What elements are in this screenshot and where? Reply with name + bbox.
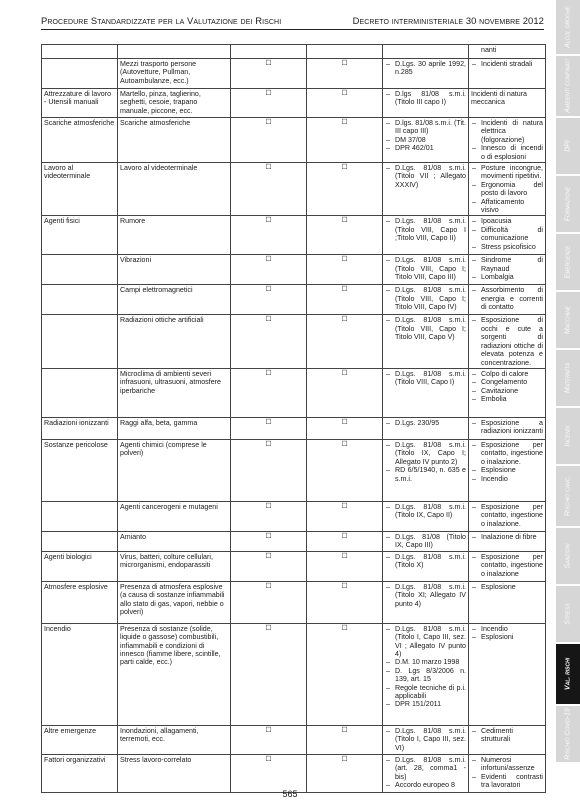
legal-reference-item: – Accordo europeo 8 bbox=[385, 781, 466, 789]
possible-effects-cell bbox=[469, 118, 546, 163]
side-tab[interactable] bbox=[556, 176, 580, 234]
legal-reference-list bbox=[385, 553, 466, 570]
possible-effects-list bbox=[471, 553, 543, 578]
risk-source-cell: Agenti chimici (comprese le polveri) bbox=[118, 439, 231, 501]
risk-source-cell: Stress lavoro-correlato bbox=[118, 754, 231, 792]
possible-effects-cell bbox=[469, 531, 546, 551]
possible-effect-item: – Posture incongrue, movimenti ripetitivi. bbox=[471, 164, 543, 181]
risk-table-body bbox=[42, 45, 546, 793]
legal-reference-list bbox=[385, 533, 466, 550]
legal-reference-item: – D. Lgs 8/3/2006 n. 139, art. 15 bbox=[385, 667, 466, 684]
side-tab-label: Formazione bbox=[564, 186, 572, 222]
legal-reference-cell bbox=[383, 623, 469, 725]
legal-reference-item: – D.Lgs. 81/08 s.m.i. (Titolo XI; Allegato IV punto 4) bbox=[385, 583, 466, 608]
table-row bbox=[42, 285, 546, 315]
risk-category-cell: Radiazioni ionizzanti bbox=[42, 417, 118, 439]
present-checkbox[interactable]: ☐ bbox=[231, 216, 307, 255]
legal-reference-item: – D.Lgs. 81/08 s.m.i. (Titolo IX, Capo II) bbox=[385, 503, 466, 520]
possible-effects-list bbox=[471, 533, 543, 541]
table-row bbox=[42, 118, 546, 163]
risk-source-cell: Inondazioni, allagamenti, terremoti, ecc. bbox=[118, 725, 231, 754]
absent-checkbox[interactable]: ☐ bbox=[307, 417, 383, 439]
legal-reference-item: – D.Lgs. 81/08 s.m.i. (art. 28, comma1 - bis) bbox=[385, 756, 466, 781]
possible-effect-item: – Esposizione di occhi e cute a sorgenti di radiazioni ottiche di elevata potenza e concentrazione. bbox=[471, 316, 543, 366]
legal-reference-item: – D.Lgs. 81/08 s.m.i. (Titolo VIII, Capo I; Titolo VIII, Capo III) bbox=[385, 256, 466, 281]
possible-effect-item: – Congelamento bbox=[471, 378, 543, 386]
possible-effects-cell bbox=[469, 59, 546, 89]
possible-effect-item: – Affaticamento visivo bbox=[471, 198, 543, 215]
possible-effect-item: – Numerosi infortuni/assenze bbox=[471, 756, 543, 773]
possible-effects-list bbox=[471, 625, 543, 642]
table-row bbox=[42, 551, 546, 581]
present-checkbox[interactable]: ☐ bbox=[231, 725, 307, 754]
possible-effects-list bbox=[471, 217, 543, 251]
legal-reference-list bbox=[385, 370, 466, 387]
possible-effect-item: – Assorbimento di energia e correnti di contatto bbox=[471, 286, 543, 311]
legal-reference-item: – D.Lgs. 81/08 s.m.i. (Titolo IX, Capo I; Allegato IV punto 2) bbox=[385, 441, 466, 466]
risk-category-cell: Incendio bbox=[42, 623, 118, 725]
legal-reference-cell bbox=[383, 315, 469, 368]
legal-reference-list bbox=[385, 727, 466, 752]
legal-reference-item: – D.Lgs. 81/08 s.m.i. (Titolo VIII, Capo I; Titolo VIII, Capo IV) bbox=[385, 286, 466, 311]
possible-effects-cell bbox=[469, 754, 546, 792]
possible-effect-item: – Embolia bbox=[471, 395, 543, 403]
risk-source-cell: Radiazioni ottiche artificiali bbox=[118, 315, 231, 368]
legal-reference-item: – RD 6/5/1940, n. 635 e s.m.i. bbox=[385, 466, 466, 483]
legal-reference-cell bbox=[383, 531, 469, 551]
risk-category-cell: Fattori organizzativi bbox=[42, 754, 118, 792]
absent-checkbox[interactable]: ☐ bbox=[307, 368, 383, 417]
present-checkbox[interactable]: ☐ bbox=[231, 315, 307, 368]
possible-effect-item: – Incendio bbox=[471, 625, 543, 633]
possible-effects-cell bbox=[469, 163, 546, 216]
possible-effects-cell bbox=[469, 89, 546, 118]
absent-checkbox[interactable]: ☐ bbox=[307, 315, 383, 368]
legal-reference-cell bbox=[383, 501, 469, 531]
risk-category-cell bbox=[42, 368, 118, 417]
possible-effects-list bbox=[471, 503, 543, 528]
table-row bbox=[42, 754, 546, 792]
absent-checkbox[interactable]: ☐ bbox=[307, 59, 383, 89]
legal-reference-cell bbox=[383, 285, 469, 315]
possible-effects-cell bbox=[469, 368, 546, 417]
side-tab-label: Emergenze bbox=[564, 245, 572, 279]
absent-checkbox[interactable] bbox=[307, 45, 383, 59]
risk-category-cell bbox=[42, 59, 118, 89]
table-row bbox=[42, 315, 546, 368]
possible-effect-item: – Ergonomia del posto di lavoro bbox=[471, 181, 543, 198]
side-tab[interactable] bbox=[556, 528, 580, 586]
possible-effects-list bbox=[471, 164, 543, 214]
possible-effect-item: – Cedimenti strutturali bbox=[471, 727, 543, 744]
legal-reference-cell bbox=[383, 754, 469, 792]
present-checkbox[interactable]: ☐ bbox=[231, 439, 307, 501]
possible-effects-cell bbox=[469, 255, 546, 285]
possible-effects-list bbox=[471, 256, 543, 281]
present-checkbox[interactable]: ☐ bbox=[231, 501, 307, 531]
legal-reference-list bbox=[385, 217, 466, 242]
present-checkbox[interactable]: ☐ bbox=[231, 417, 307, 439]
side-tab-label: Rischio canc. bbox=[564, 475, 572, 517]
risk-source-cell: Agenti cancerogeni e mutageni bbox=[118, 501, 231, 531]
legal-reference-cell bbox=[383, 581, 469, 623]
possible-effect-item: – Difficoltà di comunicazione bbox=[471, 226, 543, 243]
table-row bbox=[42, 216, 546, 255]
absent-checkbox[interactable]: ☐ bbox=[307, 531, 383, 551]
absent-checkbox[interactable]: ☐ bbox=[307, 89, 383, 118]
side-tab-label: DPI bbox=[564, 140, 572, 152]
absent-checkbox[interactable]: ☐ bbox=[307, 285, 383, 315]
legal-reference-item: – D.Lgs. 81/08 s.m.i. (Titolo I, Capo III, sez. VI ; Allegato IV punto 4) bbox=[385, 625, 466, 659]
risk-category-cell bbox=[42, 501, 118, 531]
possible-effect-item: – Cavitazione bbox=[471, 387, 543, 395]
possible-effects-cell bbox=[469, 725, 546, 754]
possible-effect-item: – Incidenti stradali bbox=[471, 60, 543, 68]
legal-reference-item: – D.M. 10 marzo 1998 bbox=[385, 658, 466, 666]
present-checkbox[interactable]: ☐ bbox=[231, 754, 307, 792]
side-tab-label: Maternità bbox=[564, 362, 572, 394]
legal-reference-cell bbox=[383, 255, 469, 285]
table-row bbox=[42, 439, 546, 501]
possible-effect-item: – Ipoacusia bbox=[471, 217, 543, 225]
legal-reference-cell bbox=[383, 417, 469, 439]
legal-reference-cell bbox=[383, 439, 469, 501]
possible-effects-list bbox=[471, 370, 543, 404]
risk-source-cell: Amianto bbox=[118, 531, 231, 551]
risk-category-cell: Attrezzature di lavoro - Utensili manuali bbox=[42, 89, 118, 118]
present-checkbox[interactable]: ☐ bbox=[231, 255, 307, 285]
possible-effects-list bbox=[471, 756, 543, 790]
risk-source-cell: Vibrazioni bbox=[118, 255, 231, 285]
legal-reference-list bbox=[385, 164, 466, 189]
legal-reference-list bbox=[385, 583, 466, 608]
legal-reference-list bbox=[385, 625, 466, 709]
risk-source-cell: Raggi alfa, beta, gamma bbox=[118, 417, 231, 439]
table-row bbox=[42, 255, 546, 285]
legal-reference-item: – D.Lgs. 30 aprile 1992, n.285 bbox=[385, 60, 466, 77]
risk-category-cell: Scariche atmosferiche bbox=[42, 118, 118, 163]
risk-source-cell bbox=[118, 45, 231, 59]
legal-reference-item: – D.Lgs. 81/08 s.m.i. (Titolo I, Capo III, sez. VI) bbox=[385, 727, 466, 752]
present-checkbox[interactable]: ☐ bbox=[231, 531, 307, 551]
possible-effects-text: nanti bbox=[481, 46, 497, 54]
table-row bbox=[42, 417, 546, 439]
absent-checkbox[interactable]: ☐ bbox=[307, 439, 383, 501]
possible-effects-list bbox=[471, 441, 543, 483]
legal-reference-cell bbox=[383, 216, 469, 255]
legal-reference-list bbox=[385, 256, 466, 281]
possible-effects-cell bbox=[469, 216, 546, 255]
absent-checkbox[interactable]: ☐ bbox=[307, 118, 383, 163]
risk-category-cell: Lavoro al videoterminale bbox=[42, 163, 118, 216]
possible-effects-list bbox=[471, 60, 543, 68]
possible-effects-cell bbox=[469, 417, 546, 439]
legal-reference-item: – D.Lgs. 81/08 s.m.i. (Titolo VII ; Allegato XXXIV) bbox=[385, 164, 466, 189]
legal-reference-item: – D.Lgs. 81/08 s.m.i. (Titolo VIII, Capo I ;Titolo VIII, Capo II) bbox=[385, 217, 466, 242]
legal-reference-list bbox=[385, 119, 466, 153]
possible-effects-cell bbox=[469, 45, 546, 59]
absent-checkbox[interactable]: ☐ bbox=[307, 216, 383, 255]
absent-checkbox[interactable]: ☐ bbox=[307, 551, 383, 581]
legal-reference-cell bbox=[383, 45, 469, 59]
possible-effect-item: – Esplosioni bbox=[471, 633, 543, 641]
possible-effect-item: – Lombalgia bbox=[471, 273, 543, 281]
legal-reference-cell bbox=[383, 551, 469, 581]
possible-effect-item: – Colpo di calore bbox=[471, 370, 543, 378]
possible-effect-item: – Innesco di incendi o di esplosioni bbox=[471, 144, 543, 161]
header-title-right: Decreto interministeriale 30 novembre 2012 bbox=[352, 15, 544, 26]
side-tab[interactable] bbox=[556, 644, 580, 706]
side-tab-label: Val. rischi bbox=[564, 657, 572, 691]
side-tab-label: Alcol droghe bbox=[564, 6, 572, 48]
legal-reference-list bbox=[385, 441, 466, 483]
legal-reference-item: – DM 37/08 bbox=[385, 136, 466, 144]
legal-reference-list bbox=[385, 90, 466, 107]
legal-reference-list bbox=[385, 419, 466, 427]
legal-reference-cell bbox=[383, 163, 469, 216]
risk-source-cell: Martello, pinza, taglierino, seghetti, cesoie, trapano manuale, piccone, ecc. bbox=[118, 89, 231, 118]
side-tab[interactable] bbox=[556, 586, 580, 644]
risk-category-cell bbox=[42, 315, 118, 368]
legal-reference-item: – D.Lgs. 81/08 s.m.i. (Titolo X) bbox=[385, 553, 466, 570]
legal-reference-item: – D.Lgs. 230/95 bbox=[385, 419, 466, 427]
possible-effects-cell bbox=[469, 285, 546, 315]
table-row bbox=[42, 59, 546, 89]
possible-effect-item: – Esposizione per contatto, ingestione o inalazione bbox=[471, 553, 543, 578]
present-checkbox[interactable]: ☐ bbox=[231, 285, 307, 315]
table-row bbox=[42, 501, 546, 531]
risk-source-cell: Virus, batteri, colture cellulari, microrganismi, endoparassiti bbox=[118, 551, 231, 581]
legal-reference-item: – D.lgs 81/08 s.m.i. (Titolo III capo I) bbox=[385, 90, 466, 107]
side-tab-label: Rischio Covid-19 bbox=[564, 708, 572, 760]
legal-reference-item: – D.Lgs. 81/08 (Titolo IX, Capo III) bbox=[385, 533, 466, 550]
table-row bbox=[42, 163, 546, 216]
possible-effects-text: Incidenti di natura meccanica bbox=[471, 90, 527, 107]
table-row bbox=[42, 368, 546, 417]
absent-checkbox[interactable]: ☐ bbox=[307, 255, 383, 285]
legal-reference-list bbox=[385, 286, 466, 311]
risk-category-cell: Sostanze pericolose bbox=[42, 439, 118, 501]
side-tab-label: Ambienti confinati bbox=[564, 59, 572, 113]
possible-effects-list bbox=[471, 286, 543, 311]
possible-effect-item: – Esplosione bbox=[471, 583, 543, 591]
risk-source-cell: Scariche atmosferiche bbox=[118, 118, 231, 163]
possible-effects-cell bbox=[469, 551, 546, 581]
table-row bbox=[42, 725, 546, 754]
side-tab[interactable] bbox=[556, 56, 580, 118]
possible-effects-list bbox=[471, 119, 543, 161]
table-row bbox=[42, 531, 546, 551]
legal-reference-item: – D.Lgs. 81/08 s.m.i. (Titolo VIII, Capo I) bbox=[385, 370, 466, 387]
possible-effect-item: – Esposizione per contatto, ingestione o inalazione. bbox=[471, 441, 543, 466]
side-tab[interactable] bbox=[556, 292, 580, 350]
legal-reference-item: – D.Lgs. 81/08 s.m.i. (Titolo VIII, Capo I; Titolo VIII, Capo V) bbox=[385, 316, 466, 341]
possible-effects-list bbox=[471, 316, 543, 366]
risk-source-cell: Mezzi trasporto persone (Autovetture, Pullman, Autoambulanze, ecc.) bbox=[118, 59, 231, 89]
absent-checkbox[interactable]: ☐ bbox=[307, 623, 383, 725]
risk-category-cell: Altre emergenze bbox=[42, 725, 118, 754]
possible-effect-item: – Stress psicofisico bbox=[471, 243, 543, 251]
header-title-left: Procedure Standardizzate per la Valutazione dei Rischi bbox=[41, 15, 282, 26]
risk-category-cell: Agenti biologici bbox=[42, 551, 118, 581]
risk-source-cell: Presenza di atmosfera esplosive (a causa di sostanze infiammabili allo stato di gas, vapori, nebbie o polveri) bbox=[118, 581, 231, 623]
possible-effect-item: – Evidenti contrasti tra lavoratori bbox=[471, 773, 543, 790]
page-number: 565 bbox=[282, 789, 298, 799]
present-checkbox[interactable]: ☐ bbox=[231, 89, 307, 118]
legal-reference-item: – D.lgs. 81/08 s.m.i. (Tit. III capo III) bbox=[385, 119, 466, 136]
risk-category-cell bbox=[42, 531, 118, 551]
risk-category-cell: Atmosfere esplosive bbox=[42, 581, 118, 623]
present-checkbox[interactable]: ☐ bbox=[231, 551, 307, 581]
possible-effect-item: – Sindrome di Raynaud bbox=[471, 256, 543, 273]
side-tab[interactable] bbox=[556, 466, 580, 528]
side-tab-label: Incendi bbox=[564, 425, 572, 447]
possible-effects-cell bbox=[469, 315, 546, 368]
risk-category-cell bbox=[42, 255, 118, 285]
legal-reference-list bbox=[385, 60, 466, 77]
side-tab[interactable] bbox=[556, 408, 580, 466]
absent-checkbox[interactable]: ☐ bbox=[307, 754, 383, 792]
legal-reference-list bbox=[385, 316, 466, 341]
present-checkbox[interactable]: ☐ bbox=[231, 118, 307, 163]
possible-effects-list bbox=[471, 419, 543, 436]
present-checkbox[interactable] bbox=[231, 45, 307, 59]
possible-effects-cell bbox=[469, 581, 546, 623]
side-tab[interactable] bbox=[556, 706, 580, 764]
risk-table bbox=[41, 44, 546, 793]
risk-category-cell bbox=[42, 45, 118, 59]
legal-reference-cell bbox=[383, 89, 469, 118]
legal-reference-cell bbox=[383, 118, 469, 163]
present-checkbox[interactable]: ☐ bbox=[231, 368, 307, 417]
possible-effects-list bbox=[471, 727, 543, 744]
absent-checkbox[interactable]: ☐ bbox=[307, 581, 383, 623]
risk-category-cell bbox=[42, 285, 118, 315]
possible-effects-list bbox=[471, 583, 543, 591]
present-checkbox[interactable]: ☐ bbox=[231, 581, 307, 623]
possible-effects-cell bbox=[469, 439, 546, 501]
legal-reference-list bbox=[385, 503, 466, 520]
legal-reference-cell bbox=[383, 368, 469, 417]
possible-effect-item: – Incendio bbox=[471, 475, 543, 483]
risk-source-cell: Lavoro al videoterminale bbox=[118, 163, 231, 216]
table-row bbox=[42, 89, 546, 118]
side-tab-label: Stress bbox=[564, 603, 572, 625]
legal-reference-item: – DPR 462/01 bbox=[385, 144, 466, 152]
risk-source-cell: Campi elettromagnetici bbox=[118, 285, 231, 315]
side-tab-label: Macchine bbox=[564, 305, 572, 335]
table-row bbox=[42, 623, 546, 725]
table-row bbox=[42, 45, 546, 59]
legal-reference-item: – Regole tecniche di p.i. applicabili bbox=[385, 684, 466, 701]
present-checkbox[interactable]: ☐ bbox=[231, 59, 307, 89]
possible-effects-cell bbox=[469, 623, 546, 725]
side-tab[interactable] bbox=[556, 118, 580, 176]
running-header bbox=[41, 12, 544, 30]
present-checkbox[interactable]: ☐ bbox=[231, 163, 307, 216]
table-row bbox=[42, 581, 546, 623]
side-tab[interactable] bbox=[556, 0, 580, 56]
possible-effect-item: – Incidenti di natura elettrica (folgorazione) bbox=[471, 119, 543, 144]
legal-reference-item: – DPR 151/2011 bbox=[385, 700, 466, 708]
possible-effect-item: – Inalazione di fibre bbox=[471, 533, 543, 541]
possible-effect-item: – Esposizione per contatto, ingestione o inalazione. bbox=[471, 503, 543, 528]
legal-reference-list bbox=[385, 756, 466, 790]
possible-effect-item: – Esposizione a radiazioni ionizzanti bbox=[471, 419, 543, 436]
absent-checkbox[interactable]: ☐ bbox=[307, 163, 383, 216]
present-checkbox[interactable]: ☐ bbox=[231, 623, 307, 725]
risk-source-cell: Microclima di ambienti severi infrasuoni, ultrasuoni, atmosfere iperbariche bbox=[118, 368, 231, 417]
side-tab[interactable] bbox=[556, 234, 580, 292]
risk-source-cell: Rumore bbox=[118, 216, 231, 255]
possible-effect-item: – Esplosione bbox=[471, 466, 543, 474]
side-tab-label: Sanzioni bbox=[564, 543, 572, 569]
possible-effects-cell bbox=[469, 501, 546, 531]
absent-checkbox[interactable]: ☐ bbox=[307, 725, 383, 754]
risk-category-cell: Agenti fisici bbox=[42, 216, 118, 255]
risk-source-cell: Presenza di sostanze (solide, liquide o gassose) combustibili, infiammabili e condizioni di innesco (fiamme libere, scintille, parti calde, ecc.) bbox=[118, 623, 231, 725]
side-tab-strip bbox=[556, 0, 580, 812]
legal-reference-cell bbox=[383, 725, 469, 754]
absent-checkbox[interactable]: ☐ bbox=[307, 501, 383, 531]
side-tab[interactable] bbox=[556, 350, 580, 408]
legal-reference-cell bbox=[383, 59, 469, 89]
